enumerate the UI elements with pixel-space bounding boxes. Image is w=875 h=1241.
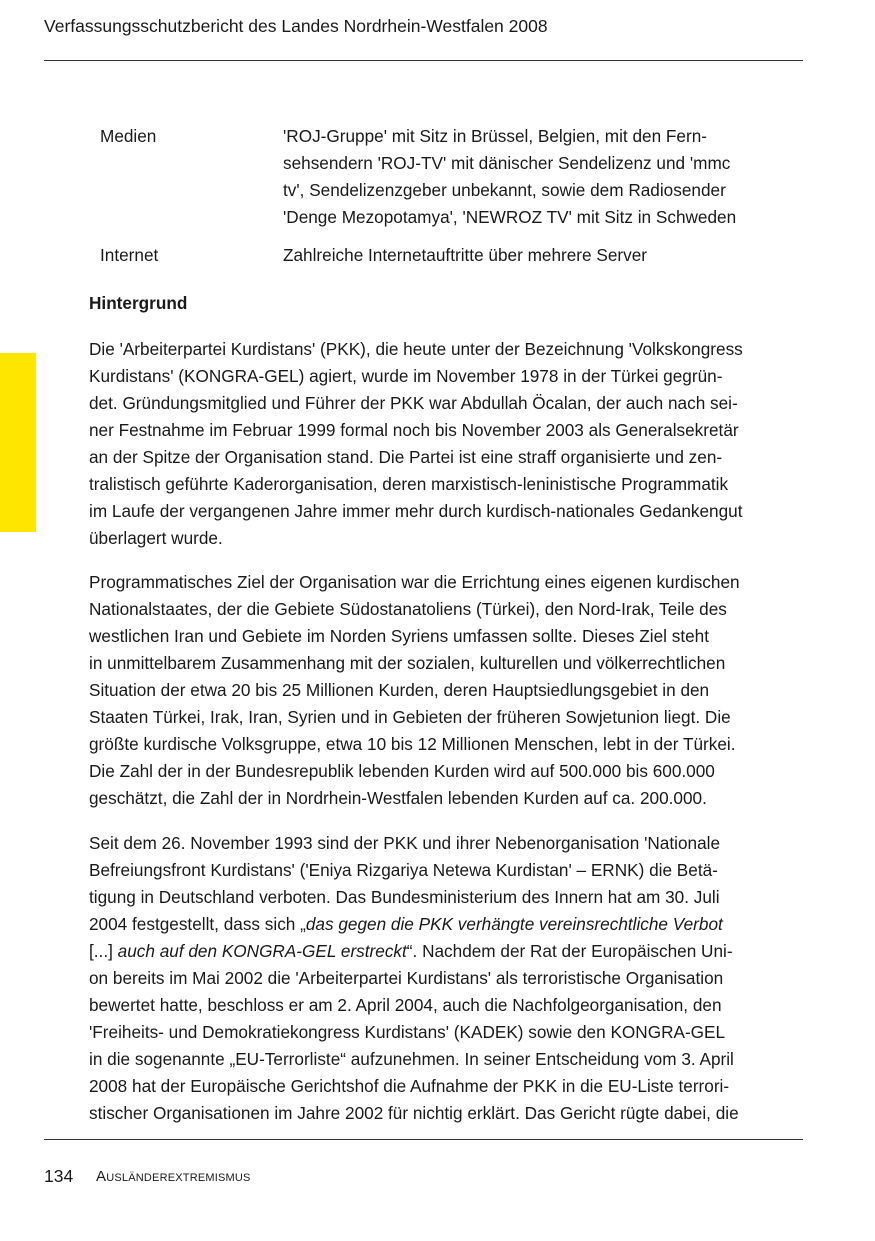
text-line: Die Zahl der in der Bundesrepublik lebenden Kurden wird auf 500.000 bis 600.000 xyxy=(89,761,715,781)
text-line: ner Festnahme im Februar 1999 formal noch bis November 2003 als Generalsekretär xyxy=(89,420,739,440)
footer-section-title: Ausländerextremismus xyxy=(96,1168,251,1185)
text-line: westlichen Iran und Gebiete im Norden Syriens umfassen sollte. Dieses Ziel steht xyxy=(89,626,709,646)
text-line: tralistisch geführte Kaderorganisation, deren marxistisch-leninistische Programmatik xyxy=(89,474,729,494)
text-line: on bereits im Mai 2002 die 'Arbeiterpartei Kurdistans' als terroristische Organisation xyxy=(89,968,724,988)
text-line: Die 'Arbeiterpartei Kurdistans' (PKK), die heute unter der Bezeichnung 'Volkskongress xyxy=(89,339,743,359)
text-line: Staaten Türkei, Irak, Iran, Syrien und in Gebieten der früheren Sowjetunion liegt. Die xyxy=(89,707,731,727)
info-value-line: sehsendern 'ROJ-TV' mit dänischer Sendelizenz und 'mmc xyxy=(283,153,731,173)
text-span: 2004 festgestellt, dass sich „ xyxy=(89,914,306,934)
footer-rule xyxy=(44,1139,803,1140)
text-line: Seit dem 26. November 1993 sind der PKK und ihrer Nebenorganisation 'Nationale xyxy=(89,833,721,853)
text-line: größte kurdische Volksgruppe, etwa 10 bis 12 Millionen Menschen, lebt in der Türkei. xyxy=(89,734,736,754)
text-line: Nationalstaates, der die Gebiete Südostanatoliens (Türkei), den Nord-Irak, Teile des xyxy=(89,599,727,619)
chapter-marker-tab xyxy=(0,353,36,532)
text-line: 2008 hat der Europäische Gerichtshof die Aufnahme der PKK in die EU-Liste terrori- xyxy=(89,1076,730,1096)
text-line: Programmatisches Ziel der Organisation war die Errichtung eines eigenen kurdischen xyxy=(89,572,740,592)
text-span: [...] xyxy=(89,941,118,961)
text-line: bewertet hatte, beschloss er am 2. April 2004, auch die Nachfolgeorganisation, den xyxy=(89,995,722,1015)
page-number: 134 xyxy=(44,1166,74,1186)
header-rule xyxy=(44,60,803,61)
text-line xyxy=(89,938,733,965)
text-line: in unmittelbarem Zusammenhang mit der sozialen, kulturellen und völkerrechtlichen xyxy=(89,653,726,673)
text-line: geschätzt, die Zahl der in Nordrhein-Westfalen lebenden Kurden auf ca. 200.000. xyxy=(89,788,707,808)
text-line: stischer Organisationen im Jahre 2002 für nichtig erklärt. Das Gericht rügte dabei, die xyxy=(89,1103,739,1123)
info-value-line: 'Denge Mezopotamya', 'NEWROZ TV' mit Sitz in Schweden xyxy=(283,207,737,227)
text-line: Kurdistans' (KONGRA-GEL) agiert, wurde im November 1978 in der Türkei gegrün- xyxy=(89,366,723,386)
text-line: det. Gründungsmitglied und Führer der PKK war Abdullah Öcalan, der auch nach sei- xyxy=(89,393,738,413)
text-span: “. Nachdem der Rat der Europäischen Uni- xyxy=(406,941,733,961)
info-label-medien: Medien xyxy=(100,126,157,146)
info-label-internet: Internet xyxy=(100,245,159,265)
text-line: tigung in Deutschland verboten. Das Bundesministerium des Innern hat am 30. Juli xyxy=(89,887,720,907)
info-value-line: tv', Sendelizenzgeber unbekannt, sowie dem Radiosender xyxy=(283,180,726,200)
info-value-line: Zahlreiche Internetauftritte über mehrere Server xyxy=(283,245,647,265)
section-heading: Hintergrund xyxy=(89,293,188,313)
text-line: Situation der etwa 20 bis 25 Millionen Kurden, deren Hauptsiedlungsgebiet in den xyxy=(89,680,710,700)
text-line: in die sogenannte „EU-Terrorliste“ aufzunehmen. In seiner Entscheidung vom 3. April xyxy=(89,1049,734,1069)
info-value-line: 'ROJ-Gruppe' mit Sitz in Brüssel, Belgien, mit den Fern- xyxy=(283,126,707,146)
text-line: Befreiungsfront Kurdistans' ('Eniya Rizgariya Netewa Kurdistan' – ERNK) die Betä- xyxy=(89,860,718,880)
text-line: an der Spitze der Organisation stand. Die Partei ist eine straff organisierte und zen- xyxy=(89,447,723,467)
text-line xyxy=(89,911,723,938)
header-title: Verfassungsschutzbericht des Landes Nordrhein-Westfalen 2008 xyxy=(44,16,548,36)
text-line: im Laufe der vergangenen Jahre immer mehr durch kurdisch-nationales Gedankengut xyxy=(89,501,743,521)
text-line: überlagert wurde. xyxy=(89,528,223,548)
quote-italic: auch auf den KONGRA-GEL erstreckt xyxy=(117,941,407,961)
text-line: 'Freiheits- und Demokratiekongress Kurdistans' (KADEK) sowie den KONGRA-GEL xyxy=(89,1022,726,1042)
quote-italic: das gegen die PKK verhängte vereinsrechtliche Verbot xyxy=(305,914,723,934)
